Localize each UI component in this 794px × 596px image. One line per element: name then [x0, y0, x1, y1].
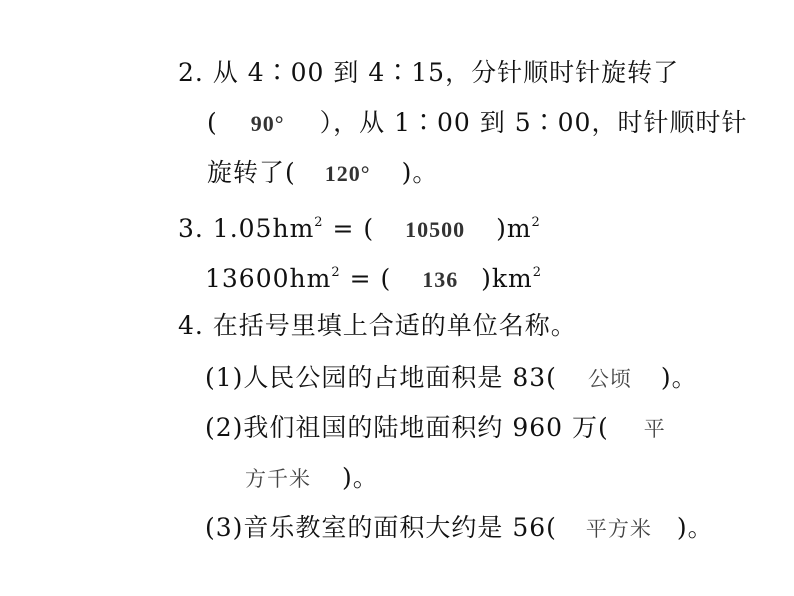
q2-text: 2. 从 4∶00 到 4∶15，分针顺时针旋转了	[178, 58, 680, 87]
q2-line3	[207, 156, 438, 191]
answer-square-meter: 平方米	[585, 517, 652, 541]
q3-unit2: )km	[481, 264, 533, 293]
answer-square-km-part2: 方千米	[245, 467, 311, 491]
answer-10500: 10500	[405, 217, 466, 242]
q4-p3-end: )。	[676, 513, 714, 542]
q3-expr-start: 3. 1.05hm	[178, 214, 315, 243]
superscript-2: 2	[331, 265, 341, 280]
q4-part2	[205, 411, 666, 446]
superscript-2: 2	[531, 215, 541, 230]
q3-unit: )m	[496, 214, 532, 243]
q3-equals: = (	[323, 214, 375, 243]
q2-text-end-start: 旋转了(	[207, 158, 296, 187]
q4-part1	[205, 361, 698, 396]
q2-line2	[207, 106, 747, 141]
q2-text-end: )。	[401, 158, 439, 187]
answer-120-degrees: 120°	[324, 161, 371, 186]
superscript-2: 2	[314, 215, 324, 230]
answer-square-km-part1: 平	[643, 417, 666, 441]
q4-part3	[205, 511, 714, 546]
answer-gongqing: 公顷	[587, 367, 632, 391]
paren-open: (	[207, 108, 218, 137]
q3-line2	[205, 256, 542, 297]
q3-line1	[178, 206, 541, 247]
superscript-2: 2	[532, 265, 543, 280]
q4-title-text: 4. 在括号里填上合适的单位名称。	[178, 311, 577, 340]
q4-p2-end: )。	[341, 463, 379, 492]
q3-equals2: = (	[340, 264, 392, 293]
q2-line1	[178, 56, 679, 90]
answer-90-degrees: 90°	[250, 111, 285, 136]
q3-expr2-start: 13600hm	[205, 264, 332, 293]
q4-part2-cont	[245, 461, 379, 496]
q4-p3-text: (3)音乐教室的面积大约是 56(	[205, 513, 557, 542]
q4-title	[178, 309, 577, 343]
q4-p2-text: (2)我们祖国的陆地面积约 960 万(	[205, 413, 609, 442]
q4-p1-text: (1)人民公园的占地面积是 83(	[205, 363, 557, 392]
answer-136: 136	[422, 267, 459, 292]
q4-p1-end: )。	[660, 363, 698, 392]
q2-text-cont: ），从 1∶00 到 5∶00，时针顺时针	[319, 108, 748, 137]
